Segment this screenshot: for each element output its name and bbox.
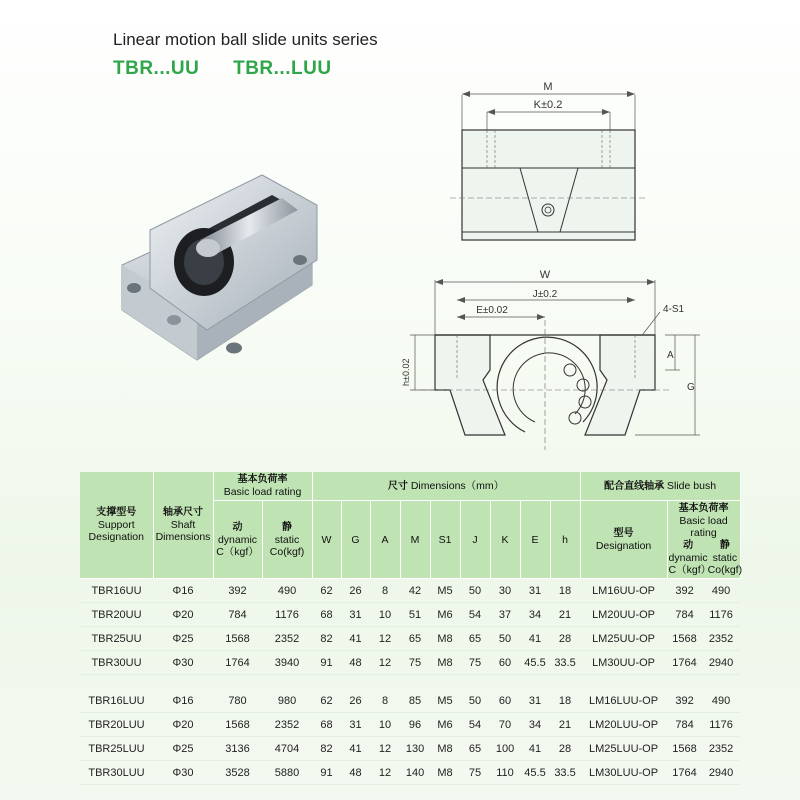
table-cell: 1568 bbox=[213, 627, 262, 651]
table-cell: Φ25 bbox=[153, 737, 213, 761]
series-code-luu: TBR...LUU bbox=[233, 58, 332, 79]
table-row bbox=[80, 603, 740, 627]
spec-table bbox=[80, 472, 741, 785]
table-cell: 21 bbox=[550, 713, 580, 737]
spacer-cell bbox=[80, 675, 740, 690]
table-cell: TBR30UU bbox=[80, 651, 153, 675]
table-cell: Φ16 bbox=[153, 689, 213, 713]
table-cell: 2352 bbox=[702, 737, 740, 761]
table-cell: M6 bbox=[430, 603, 460, 627]
header-shaft bbox=[153, 472, 213, 579]
header-dim-col: h bbox=[550, 501, 580, 579]
group-spacer bbox=[80, 675, 740, 690]
table-cell: 8 bbox=[370, 579, 400, 603]
header-dim-col: S1 bbox=[430, 501, 460, 579]
header-shaft-cn: 轴承尺寸 bbox=[163, 507, 203, 518]
table-cell: M8 bbox=[430, 761, 460, 785]
header-bush-cn: 配合直线轴承 bbox=[604, 480, 665, 492]
table-cell: 75 bbox=[460, 651, 490, 675]
table-cell: 42 bbox=[400, 579, 430, 603]
table-cell: LM25LUU-OP bbox=[580, 737, 667, 761]
header-dim-col: J bbox=[460, 501, 490, 579]
table-cell: 31 bbox=[520, 689, 550, 713]
table-cell: 82 bbox=[312, 627, 341, 651]
table-cell: M5 bbox=[430, 689, 460, 713]
table-row bbox=[80, 651, 740, 675]
table-cell: 392 bbox=[667, 689, 702, 713]
table-cell: 1764 bbox=[213, 651, 262, 675]
table-cell: 784 bbox=[667, 603, 702, 627]
table-cell: 392 bbox=[213, 579, 262, 603]
spec-table-body bbox=[80, 579, 740, 785]
table-cell: 33.5 bbox=[550, 761, 580, 785]
table-cell: 28 bbox=[550, 627, 580, 651]
header bbox=[113, 30, 378, 80]
table-cell: 31 bbox=[341, 713, 370, 737]
header-bush-static-en: static Co(kgf) bbox=[707, 552, 743, 576]
table-cell: 54 bbox=[460, 603, 490, 627]
header-dim-col: W bbox=[312, 501, 341, 579]
dim-j-label: J±0.2 bbox=[532, 289, 558, 300]
table-cell: 28 bbox=[550, 737, 580, 761]
table-cell: 33.5 bbox=[550, 651, 580, 675]
table-cell: 41 bbox=[341, 737, 370, 761]
table-cell: 1176 bbox=[702, 603, 740, 627]
table-cell: Φ30 bbox=[153, 761, 213, 785]
table-cell: 41 bbox=[341, 627, 370, 651]
table-cell: 51 bbox=[400, 603, 430, 627]
front-view-drawing bbox=[395, 250, 715, 465]
table-cell: 18 bbox=[550, 689, 580, 713]
table-cell: 392 bbox=[667, 579, 702, 603]
table-cell: 1568 bbox=[667, 737, 702, 761]
header-dim-col: M bbox=[400, 501, 430, 579]
header-bush-en: Slide bush bbox=[667, 479, 717, 492]
header-support bbox=[80, 472, 153, 579]
table-cell: 3136 bbox=[213, 737, 262, 761]
table-cell: 62 bbox=[312, 579, 341, 603]
spec-table-wrapper bbox=[80, 472, 743, 785]
header-support-cn: 支撑型号 bbox=[96, 507, 137, 518]
table-cell: LM20LUU-OP bbox=[580, 713, 667, 737]
table-cell: 100 bbox=[490, 737, 520, 761]
table-cell: LM30UU-OP bbox=[580, 651, 667, 675]
table-cell: 10 bbox=[370, 713, 400, 737]
header-bush-model-cn: 型号 bbox=[613, 527, 634, 539]
table-cell: 2352 bbox=[262, 713, 312, 737]
table-cell: 62 bbox=[312, 689, 341, 713]
table-cell: LM16LUU-OP bbox=[580, 689, 667, 713]
table-cell: LM16UU-OP bbox=[580, 579, 667, 603]
table-cell: 4704 bbox=[262, 737, 312, 761]
table-cell: 8 bbox=[370, 689, 400, 713]
table-cell: 18 bbox=[550, 579, 580, 603]
product-photo bbox=[112, 170, 352, 380]
table-cell: 34 bbox=[520, 603, 550, 627]
header-dynamic-en: dynamic C（kgf） bbox=[216, 533, 259, 558]
table-cell: TBR30LUU bbox=[80, 761, 153, 785]
top-view-drawing bbox=[400, 70, 700, 280]
table-cell: 50 bbox=[490, 627, 520, 651]
dim-h-label: h±0.02 bbox=[401, 358, 411, 386]
dim-e-label: E±0.02 bbox=[476, 305, 508, 316]
table-cell: 1764 bbox=[667, 651, 702, 675]
table-cell: 41 bbox=[520, 627, 550, 651]
header-bush-load-en: Basic load rating bbox=[679, 515, 728, 539]
header-dimensions-en: Dimensions（mm） bbox=[410, 479, 505, 492]
header-dim-col: E bbox=[520, 501, 550, 579]
table-cell: TBR20UU bbox=[80, 603, 153, 627]
table-cell: 70 bbox=[490, 713, 520, 737]
dim-a-label: A bbox=[667, 350, 674, 361]
table-cell: 65 bbox=[460, 737, 490, 761]
table-cell: 60 bbox=[490, 651, 520, 675]
table-cell: 85 bbox=[400, 689, 430, 713]
dim-w-label: W bbox=[539, 269, 551, 281]
table-row bbox=[80, 761, 740, 785]
table-cell: 26 bbox=[341, 689, 370, 713]
header-dim-col: G bbox=[341, 501, 370, 579]
header-support-en: Support Designation bbox=[88, 519, 144, 543]
header-dimensions bbox=[312, 472, 580, 501]
header-bush-dynamic-en: dynamic C（kgf） bbox=[668, 552, 712, 576]
table-row bbox=[80, 579, 740, 603]
table-cell: 490 bbox=[702, 579, 740, 603]
table-row bbox=[80, 737, 740, 761]
table-cell: Φ20 bbox=[153, 603, 213, 627]
table-cell: 68 bbox=[312, 713, 341, 737]
dim-g-label: G bbox=[687, 382, 695, 393]
table-cell: 110 bbox=[490, 761, 520, 785]
table-cell: LM25UU-OP bbox=[580, 627, 667, 651]
table-cell: Φ20 bbox=[153, 713, 213, 737]
table-cell: 1176 bbox=[702, 713, 740, 737]
table-cell: 5880 bbox=[262, 761, 312, 785]
table-cell: 490 bbox=[702, 689, 740, 713]
table-cell: 45.5 bbox=[520, 651, 550, 675]
header-load-cn: 基本负荷率 bbox=[237, 474, 288, 485]
dim-m-label: M bbox=[543, 81, 553, 93]
table-cell: TBR16UU bbox=[80, 579, 153, 603]
header-load-en: Basic load rating bbox=[223, 486, 302, 498]
table-cell: 26 bbox=[341, 579, 370, 603]
table-cell: 1568 bbox=[213, 713, 262, 737]
dim-k-label: K±0.2 bbox=[533, 99, 563, 111]
table-cell: 75 bbox=[400, 651, 430, 675]
table-cell: 54 bbox=[460, 713, 490, 737]
table-cell: 980 bbox=[262, 689, 312, 713]
table-cell: 10 bbox=[370, 603, 400, 627]
table-cell: 30 bbox=[490, 579, 520, 603]
table-cell: M8 bbox=[430, 627, 460, 651]
table-cell: Φ30 bbox=[153, 651, 213, 675]
header-bush-load bbox=[667, 501, 743, 579]
table-cell: 2352 bbox=[702, 627, 740, 651]
table-cell: TBR16LUU bbox=[80, 689, 153, 713]
header-shaft-en: Shaft Dimensions bbox=[155, 519, 211, 543]
table-cell: 12 bbox=[370, 761, 400, 785]
header-static-cn: 静 bbox=[282, 521, 292, 533]
table-cell: 784 bbox=[667, 713, 702, 737]
header-dim-col: A bbox=[370, 501, 400, 579]
table-cell: 2940 bbox=[702, 761, 740, 785]
header-load bbox=[213, 472, 312, 501]
table-cell: 31 bbox=[341, 603, 370, 627]
table-cell: TBR25LUU bbox=[80, 737, 153, 761]
series-code-uu: TBR...UU bbox=[113, 58, 200, 79]
header-bush-load-cn: 基本负荷率 bbox=[678, 503, 729, 514]
header-slide-bush bbox=[580, 472, 740, 501]
table-row bbox=[80, 627, 740, 651]
table-cell: TBR20LUU bbox=[80, 713, 153, 737]
header-bush-static-cn: 静 bbox=[719, 540, 730, 551]
table-cell: Φ25 bbox=[153, 627, 213, 651]
table-cell: 96 bbox=[400, 713, 430, 737]
table-cell: 48 bbox=[341, 761, 370, 785]
table-cell: LM30LUU-OP bbox=[580, 761, 667, 785]
table-cell: 2940 bbox=[702, 651, 740, 675]
table-cell: 91 bbox=[312, 651, 341, 675]
table-cell: 784 bbox=[213, 603, 262, 627]
table-cell: 34 bbox=[520, 713, 550, 737]
table-cell: 130 bbox=[400, 737, 430, 761]
table-cell: 12 bbox=[370, 737, 400, 761]
table-cell: 65 bbox=[400, 627, 430, 651]
table-cell: 12 bbox=[370, 627, 400, 651]
table-cell: 50 bbox=[460, 579, 490, 603]
header-bush-dynamic-cn: 动 bbox=[683, 540, 694, 551]
table-cell: 75 bbox=[460, 761, 490, 785]
table-cell: 140 bbox=[400, 761, 430, 785]
header-dimensions-cn: 尺寸 bbox=[387, 480, 408, 492]
series-codes bbox=[113, 58, 378, 80]
table-cell: 50 bbox=[460, 689, 490, 713]
header-dynamic-cn: 动 bbox=[232, 521, 243, 533]
table-cell: M5 bbox=[430, 579, 460, 603]
table-cell: M8 bbox=[430, 651, 460, 675]
table-row bbox=[80, 713, 740, 737]
table-cell: 65 bbox=[460, 627, 490, 651]
table-cell: LM20UU-OP bbox=[580, 603, 667, 627]
table-cell: 780 bbox=[213, 689, 262, 713]
table-cell: 3528 bbox=[213, 761, 262, 785]
table-cell: 60 bbox=[490, 689, 520, 713]
table-cell: 2352 bbox=[262, 627, 312, 651]
table-cell: 41 bbox=[520, 737, 550, 761]
table-cell: 82 bbox=[312, 737, 341, 761]
table-cell: TBR25UU bbox=[80, 627, 153, 651]
table-cell: Φ16 bbox=[153, 579, 213, 603]
table-cell: 1764 bbox=[667, 761, 702, 785]
table-cell: 1176 bbox=[262, 603, 312, 627]
table-cell: 1568 bbox=[667, 627, 702, 651]
table-cell: 21 bbox=[550, 603, 580, 627]
dim-s1-label: 4-S1 bbox=[663, 304, 685, 315]
header-dim-col: K bbox=[490, 501, 520, 579]
table-cell: M8 bbox=[430, 737, 460, 761]
header-bush-model bbox=[580, 501, 667, 579]
table-cell: 68 bbox=[312, 603, 341, 627]
table-cell: 3940 bbox=[262, 651, 312, 675]
table-cell: 490 bbox=[262, 579, 312, 603]
table-cell: 31 bbox=[520, 579, 550, 603]
table-cell: 45.5 bbox=[520, 761, 550, 785]
table-row bbox=[80, 689, 740, 713]
header-bush-model-en: Designation bbox=[595, 539, 652, 552]
table-cell: 91 bbox=[312, 761, 341, 785]
page-title: Linear motion ball slide units series bbox=[113, 30, 378, 49]
table-cell: 12 bbox=[370, 651, 400, 675]
table-cell: M6 bbox=[430, 713, 460, 737]
header-static-en: static Co(kgf) bbox=[269, 533, 305, 558]
table-cell: 48 bbox=[341, 651, 370, 675]
header-dynamic bbox=[213, 501, 262, 579]
table-cell: 37 bbox=[490, 603, 520, 627]
header-static bbox=[262, 501, 312, 579]
